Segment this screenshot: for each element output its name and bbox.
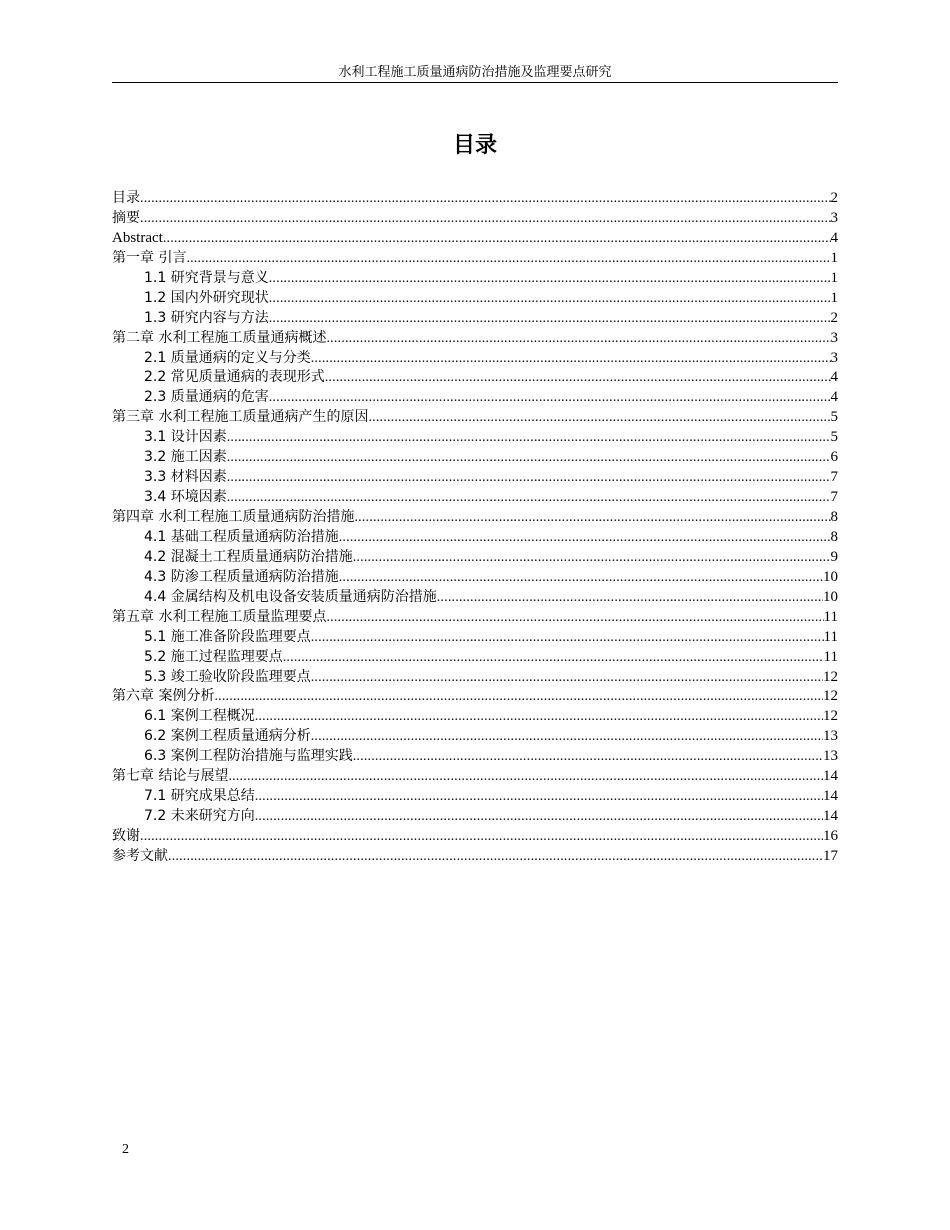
toc-entry-page: 4: [830, 389, 838, 406]
toc-entry-page: 4: [830, 229, 838, 246]
toc-entry[interactable]: [112, 508, 838, 528]
toc-dot-leader: [368, 408, 830, 428]
toc-entry-page: 3: [830, 329, 838, 346]
toc-entry[interactable]: [112, 687, 838, 707]
toc-entry[interactable]: [112, 628, 838, 648]
toc-entry-label: 2.3 质量通病的危害: [144, 389, 269, 406]
toc-entry-page: 12: [823, 688, 838, 705]
toc-entry-label: 1.3 研究内容与方法: [144, 309, 269, 326]
toc-entry[interactable]: [112, 648, 838, 668]
toc-entry-page: 13: [823, 728, 838, 745]
toc-entry-label: 2.2 常见质量通病的表现形式: [144, 369, 325, 386]
toc-entry-label: 第五章 水利工程施工质量监理要点: [112, 608, 327, 625]
toc-entry[interactable]: [112, 548, 838, 568]
toc-entry-label: 2.1 质量通病的定义与分类: [144, 349, 311, 366]
toc-entry-label: 目录: [112, 190, 140, 206]
toc-list: [112, 189, 838, 867]
toc-entry[interactable]: [112, 807, 838, 827]
toc-dot-leader: [311, 349, 831, 369]
toc-entry-label: 5.3 竣工验收阶段监理要点: [144, 668, 311, 685]
toc-dot-leader: [353, 548, 831, 568]
toc-entry-label: 4.3 防渗工程质量通病防治措施: [144, 568, 339, 585]
toc-entry-page: 16: [823, 828, 838, 844]
toc-entry[interactable]: [112, 329, 838, 349]
toc-entry-label: 6.2 案例工程质量通病分析: [144, 728, 311, 745]
toc-entry-label: 3.1 设计因素: [144, 429, 227, 446]
page-header: 水利工程施工质量通病防治措施及监理要点研究: [338, 65, 612, 80]
toc-entry-page: 3: [830, 209, 838, 226]
toc-entry-page: 11: [823, 628, 838, 645]
toc-dot-leader: [339, 528, 831, 548]
toc-entry-label: 3.2 施工因素: [144, 449, 227, 466]
toc-dot-leader: [339, 568, 823, 588]
toc-entry-label: 第六章 案例分析: [112, 688, 215, 705]
toc-entry-label: 6.1 案例工程概况: [144, 708, 255, 725]
toc-entry[interactable]: [112, 747, 838, 767]
toc-entry-page: 1: [830, 249, 838, 266]
toc-dot-leader: [269, 289, 831, 309]
toc-dot-leader: [311, 727, 823, 747]
toc-entry-label: 1.1 研究背景与意义: [144, 269, 269, 286]
toc-entry[interactable]: [112, 349, 838, 369]
toc-entry-page: 10: [823, 588, 838, 605]
toc-entry-page: 14: [823, 768, 838, 785]
toc-entry[interactable]: [112, 608, 838, 628]
toc-dot-leader: [214, 687, 823, 707]
toc-dot-leader: [354, 508, 830, 528]
toc-entry-label: Abstract: [112, 229, 163, 246]
toc-dot-leader: [255, 707, 823, 727]
toc-entry-page: 5: [830, 429, 838, 446]
toc-entry-page: 1: [830, 269, 838, 286]
toc-entry[interactable]: [112, 668, 838, 688]
toc-entry[interactable]: [112, 727, 838, 747]
toc-entry[interactable]: [112, 528, 838, 548]
toc-dot-leader: [140, 827, 823, 847]
toc-dot-leader: [437, 588, 823, 608]
toc-dot-leader: [283, 648, 824, 668]
toc-entry[interactable]: [112, 269, 838, 289]
toc-entry-page: 6: [830, 449, 838, 466]
toc-entry-label: 摘要: [112, 209, 140, 226]
toc-entry-label: 1.2 国内外研究现状: [144, 289, 269, 306]
toc-dot-leader: [255, 787, 823, 807]
toc-entry-label: 5.2 施工过程监理要点: [144, 648, 283, 665]
toc-entry[interactable]: [112, 468, 838, 488]
toc-entry-page: 2: [830, 190, 838, 206]
toc-entry-page: 12: [823, 668, 838, 685]
toc-entry-page: 7: [830, 469, 838, 486]
toc-entry-page: 17: [823, 847, 838, 864]
toc-entry-page: 8: [830, 528, 838, 545]
toc-dot-leader: [168, 847, 823, 867]
toc-dot-leader: [325, 368, 831, 388]
toc-dot-leader: [269, 309, 831, 329]
toc-entry-label: 7.1 研究成果总结: [144, 788, 255, 805]
toc-entry[interactable]: [112, 448, 838, 468]
toc-dot-leader: [227, 448, 831, 468]
toc-entry-page: 5: [830, 409, 838, 426]
toc-entry-label: 参考文献: [112, 847, 168, 864]
toc-entry[interactable]: [112, 847, 838, 867]
toc-entry-label: 3.3 材料因素: [144, 469, 227, 486]
toc-entry[interactable]: [112, 588, 838, 608]
toc-entry-page: 3: [830, 349, 838, 366]
toc-dot-leader: [227, 428, 831, 448]
toc-entry[interactable]: [112, 787, 838, 807]
toc-dot-leader: [227, 488, 831, 508]
toc-title: 目录: [452, 133, 497, 158]
toc-entry[interactable]: [112, 209, 838, 229]
toc-dot-leader: [326, 608, 823, 628]
toc-entry[interactable]: [112, 488, 838, 508]
toc-dot-leader: [353, 747, 823, 767]
toc-entry-label: 第一章 引言: [112, 249, 187, 266]
toc-entry-page: 11: [823, 648, 838, 665]
toc-dot-leader: [186, 249, 830, 269]
toc-entry-label: 第七章 结论与展望: [112, 768, 229, 785]
page-number: 2: [122, 1142, 129, 1157]
toc-entry[interactable]: [112, 408, 838, 428]
toc-dot-leader: [311, 628, 824, 648]
toc-entry-page: 8: [830, 509, 838, 525]
toc-dot-leader: [163, 229, 831, 249]
toc-entry-label: 4.2 混凝土工程质量通病防治措施: [144, 548, 353, 565]
toc-entry-page: 14: [823, 808, 838, 825]
toc-dot-leader: [269, 388, 831, 408]
toc-entry-page: 9: [830, 548, 838, 565]
toc-entry-label: 4.1 基础工程质量通病防治措施: [144, 528, 339, 545]
toc-dot-leader: [140, 209, 831, 229]
toc-entry[interactable]: [112, 428, 838, 448]
toc-dot-leader: [311, 668, 823, 688]
toc-entry-label: 第四章 水利工程施工质量通病防治措施: [112, 509, 355, 525]
toc-dot-leader: [140, 189, 831, 209]
toc-entry[interactable]: [112, 289, 838, 309]
toc-entry-page: 13: [823, 748, 838, 765]
toc-entry[interactable]: [112, 707, 838, 727]
toc-dot-leader: [228, 767, 823, 787]
toc-entry[interactable]: [112, 388, 838, 408]
toc-entry[interactable]: [112, 249, 838, 269]
toc-entry-label: 5.1 施工准备阶段监理要点: [144, 628, 311, 645]
toc-dot-leader: [326, 329, 830, 349]
toc-entry[interactable]: [112, 368, 838, 388]
toc-entry-page: 10: [823, 568, 838, 585]
toc-entry-label: 第三章 水利工程施工质量通病产生的原因: [112, 409, 369, 426]
toc-entry-label: 4.4 金属结构及机电设备安装质量通病防治措施: [144, 588, 437, 605]
toc-entry-page: 12: [823, 708, 838, 725]
header-rule: [112, 82, 838, 83]
toc-entry-label: 3.4 环境因素: [144, 489, 227, 506]
toc-entry[interactable]: [112, 827, 838, 847]
toc-dot-leader: [255, 807, 823, 827]
toc-entry-label: 致谢: [112, 828, 140, 844]
toc-entry[interactable]: [112, 767, 838, 787]
toc-entry-page: 11: [823, 608, 838, 625]
toc-entry[interactable]: [112, 229, 838, 249]
toc-entry[interactable]: [112, 568, 838, 588]
toc-entry-page: 4: [830, 369, 838, 386]
toc-entry[interactable]: [112, 189, 838, 209]
toc-entry-page: 1: [830, 289, 838, 306]
toc-entry-label: 6.3 案例工程防治措施与监理实践: [144, 748, 353, 765]
toc-dot-leader: [227, 468, 831, 488]
toc-entry-label: 7.2 未来研究方向: [144, 808, 255, 825]
toc-entry-page: 14: [823, 788, 838, 805]
toc-entry-page: 2: [830, 309, 838, 326]
toc-entry[interactable]: [112, 309, 838, 329]
toc-dot-leader: [269, 269, 831, 289]
toc-entry-label: 第二章 水利工程施工质量通病概述: [112, 329, 327, 346]
toc-entry-page: 7: [830, 489, 838, 506]
